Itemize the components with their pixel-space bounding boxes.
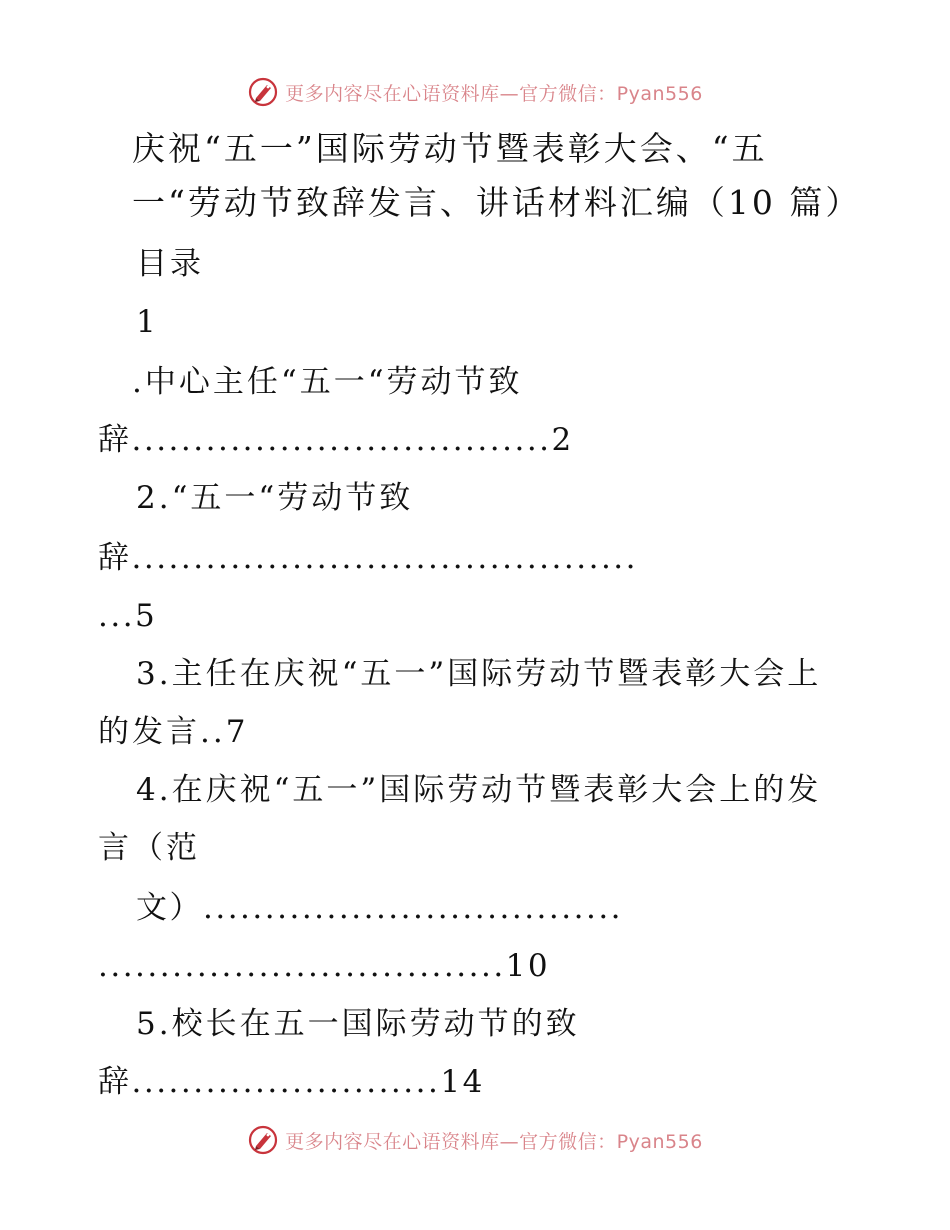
toc-line: ...5 bbox=[98, 598, 158, 634]
pen-logo-icon bbox=[247, 76, 279, 108]
document-title: 庆祝“五一”国际劳动节暨表彰大会、“五一“劳动节致辞发言、讲话材料汇编（10 篇） bbox=[132, 129, 862, 222]
toc-line: 的发言..7 bbox=[98, 714, 249, 750]
toc-line: .中心主任“五一“劳动节致 bbox=[132, 364, 523, 400]
toc-line: 言（范 bbox=[98, 830, 200, 866]
footer-banner bbox=[0, 1120, 950, 1160]
toc-line: 辞......................................... bbox=[98, 540, 639, 576]
toc-line: 5.校长在五一国际劳动节的致 bbox=[136, 1006, 580, 1042]
toc-line: 辞..................................2 bbox=[98, 422, 574, 458]
toc-line: 文）.................................. bbox=[136, 890, 624, 926]
toc-line: .................................10 bbox=[98, 948, 551, 984]
header-banner bbox=[0, 72, 950, 112]
toc-heading: 目录 bbox=[136, 246, 204, 282]
pen-logo-icon bbox=[247, 1124, 279, 1156]
toc-line: 4.在庆祝“五一”国际劳动节暨表彰大会上的发 bbox=[136, 772, 822, 808]
banner-text: 更多内容尽在心语资料库—官方微信：Pyan556 bbox=[285, 82, 703, 105]
banner-text: 更多内容尽在心语资料库—官方微信：Pyan556 bbox=[285, 1130, 703, 1153]
toc-line: 3.主任在庆祝“五一”国际劳动节暨表彰大会上 bbox=[136, 656, 822, 692]
toc-line: 2.“五一“劳动节致 bbox=[136, 480, 414, 516]
toc-line: 辞.........................14 bbox=[98, 1064, 485, 1100]
toc-line: 1 bbox=[136, 304, 159, 340]
